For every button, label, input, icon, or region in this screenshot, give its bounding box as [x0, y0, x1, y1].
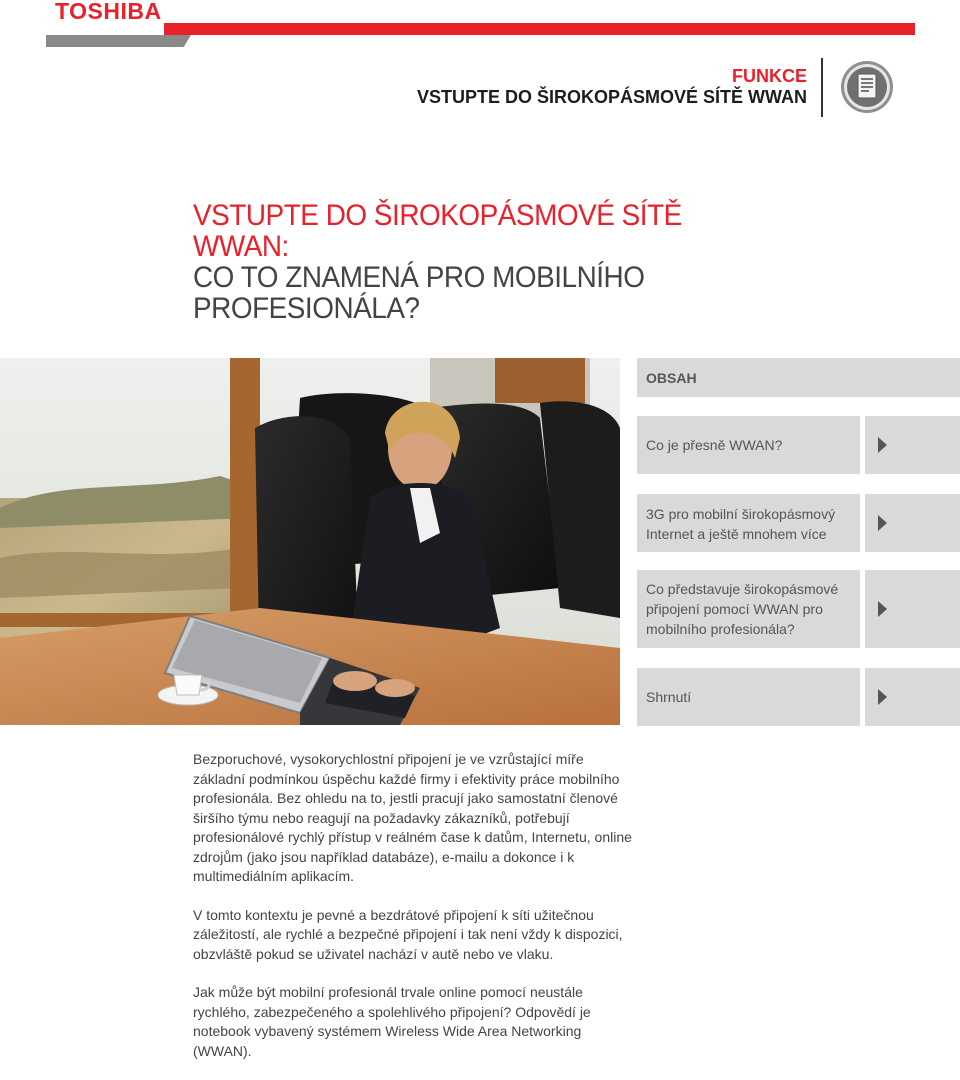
headline-line-1: VSTUPTE DO ŠIROKOPÁSMOVÉ SÍTĚ WWAN: — [193, 199, 682, 263]
header-grey-band — [46, 35, 191, 47]
toc-header — [637, 358, 960, 397]
toc-item-1[interactable] — [637, 416, 860, 474]
toc-item-4-arrow[interactable] — [865, 668, 960, 726]
header-divider — [821, 58, 823, 117]
paragraph-3: Jak může být mobilní profesionál trvale online pomocí neustále rychlého, zabezpečeného a spolehlivého připojení? Odpovědí je notebook vybavený systémem Wireless Wide Area Networking (WWAN). — [193, 984, 591, 1059]
toc-item-label: Co je přesně WWAN? — [646, 437, 783, 453]
headline-line-2: CO TO ZNAMENÁ PRO MOBILNÍHO — [193, 261, 645, 294]
toc-item-label: Shrnutí — [646, 689, 692, 705]
toc-item-4[interactable] — [637, 668, 860, 726]
play-arrow-icon — [878, 515, 887, 531]
page-title — [193, 200, 714, 324]
play-arrow-icon — [878, 437, 887, 453]
toc-item-3-arrow[interactable] — [865, 570, 960, 648]
play-arrow-icon — [878, 601, 887, 617]
section-subtitle: VSTUPTE DO ŠIROKOPÁSMOVÉ SÍTĚ WWAN — [416, 87, 807, 107]
category-label: FUNKCE — [732, 66, 807, 86]
headline-line-3: PROFESIONÁLA? — [193, 292, 420, 325]
article-body — [193, 750, 633, 1080]
businesswoman-laptop-photo — [0, 358, 620, 725]
toc-title: OBSAH — [646, 370, 697, 386]
toshiba-logo: TOSHIBA — [55, 0, 162, 24]
toc-item-2[interactable] — [637, 494, 860, 552]
toc-item-3[interactable] — [637, 570, 860, 648]
paragraph-1: Bezporuchové, vysokorychlostní připojení je ve vzrůstající míře základní podmínkou úspěchu každé firmy i efektivity práce mobilního profesionála. Bez ohledu na to, jestli pracují jako samostatní členové širšího týmu nebo reagují na požadavky zákazníků, potřebují profesionálové rychlý přístup v reálném čase k datům, Internetu, online zdrojům (jako jsou například databáze), e-mailu a dokonce i k multimediálním aplikacím. — [193, 751, 632, 884]
toc-item-label: 3G pro mobilní širokopásmový Internet a ještě mnohem více — [646, 506, 836, 542]
toc-item-2-arrow[interactable] — [865, 494, 960, 552]
toc-item-label: Co představuje širokopásmové připojení pomocí WWAN pro mobilního profesionála? — [646, 581, 839, 637]
toc-item-1-arrow[interactable] — [865, 416, 960, 474]
header-red-band — [164, 23, 915, 35]
play-arrow-icon — [878, 689, 887, 705]
section-label — [417, 66, 807, 108]
document-icon — [840, 60, 894, 114]
paragraph-2: V tomto kontextu je pevné a bezdrátové připojení k síti užitečnou záležitostí, ale rychlé a bezpečné připojení i tak není vždy k dispozici, obzvláště pokud se uživatel nachází v autě nebo ve vlaku. — [193, 906, 623, 962]
